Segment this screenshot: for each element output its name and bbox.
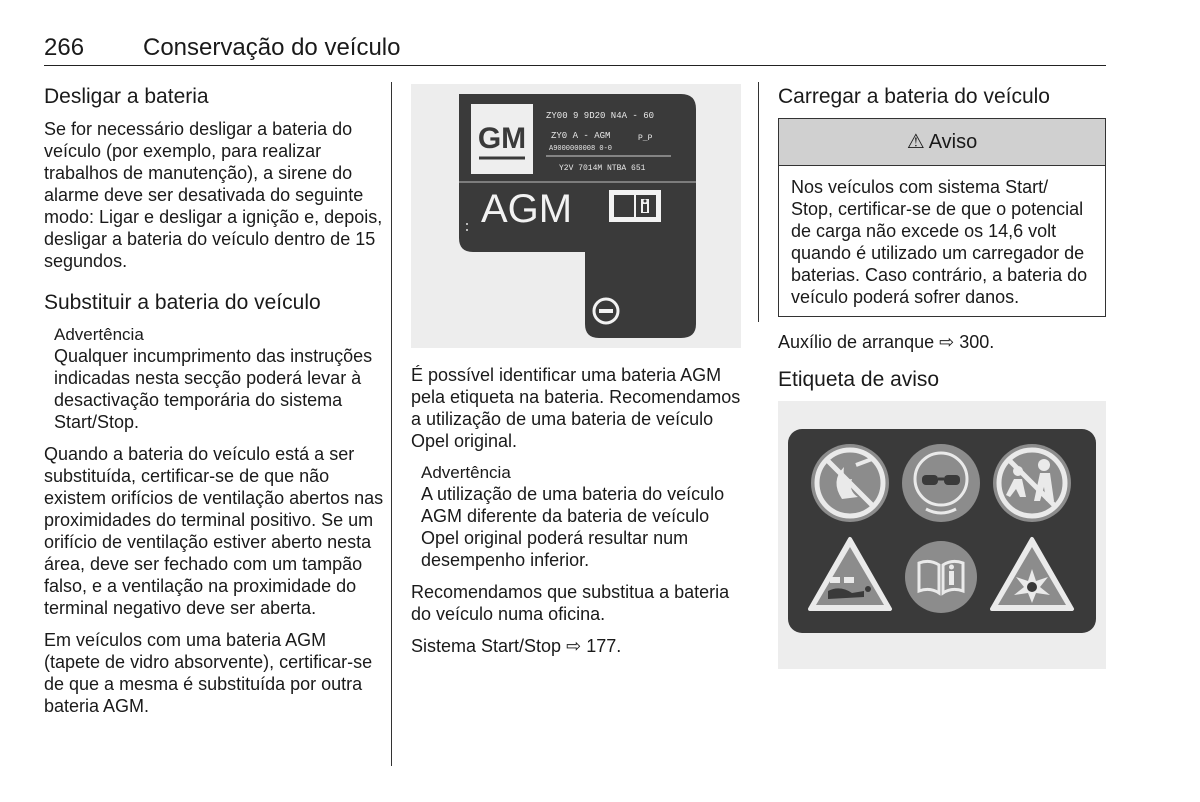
column-2 (411, 84, 749, 667)
warning-text: A utilização de uma bateria do veículo AGM diferente da bateria de veículo Opel original poderá resultar num desempenho inferior. (421, 484, 725, 570)
column-divider (391, 82, 392, 766)
label-code-line: ZY00 9 9D20 N4A - 60 (546, 111, 655, 121)
section-heading-replace: Substituir a bateria do veículo (44, 291, 321, 314)
section-heading-charge: Carregar a bateria do veículo (778, 85, 1050, 108)
read-manual-icon (905, 541, 977, 613)
paragraph-identify: É possível identificar uma bateria AGM pela etiqueta na bateria. Recomendamos a utilização de uma bateria de veículo Opel original. (411, 365, 741, 451)
warning-block (44, 324, 384, 433)
no-fire-icon (811, 444, 889, 522)
agm-label-figure (411, 84, 741, 348)
warning-triangle-icon: ⚠ (906, 131, 925, 153)
section-heading-disconnect: Desligar a bateria (44, 85, 209, 108)
agm-battery-label (411, 84, 741, 348)
header-rule (44, 65, 1106, 66)
column-3 (778, 84, 1106, 669)
eye-protection-icon (902, 444, 980, 522)
section-heading-warning-label: Etiqueta de aviso (778, 368, 940, 391)
xref-text: Sistema Start/Stop (411, 636, 562, 656)
column-divider (758, 82, 759, 322)
paragraph-replace: Quando a bateria do veículo está a ser substituída, certificar-se de que não existem orifícios de ventilação abertos nas proximidades do terminal positivo. Se um orifício de ventilação estiver aberto nesta área, deve ser fechado com um tampão falso, e a ventilação na proximidade do terminal negativo deve ser aberta. (44, 444, 384, 618)
agm-text: AGM (481, 187, 573, 231)
battery-warning-label (778, 401, 1106, 669)
warning-box-title: Aviso (928, 131, 978, 153)
label-code-line: ZY0 A - AGM (551, 131, 611, 141)
label-small-mark: P_P (638, 134, 653, 143)
paragraph-disconnect: Se for necessário desligar a bateria do veículo (por exemplo, para realizar trabalhos de manutenção), a sirene do alarme deve ser desativada do seguinte modo: Ligar e desligar a ignição e, depois, desligar a bateria do veículo dentro de 15 segundos. (44, 119, 383, 271)
label-code-line: Y2V 7014M NTBA 651 (559, 164, 646, 173)
page-number: 266 (44, 34, 85, 61)
paragraph-agm: Em veículos com uma bateria AGM (tapete de vidro absorvente), certificar-se de que a mesma é substituída por outra bateria AGM. (44, 630, 373, 716)
warning-box (778, 118, 1106, 317)
warning-label: Advertência (421, 463, 511, 482)
warning-block (411, 462, 749, 571)
xref-page: 177. (586, 636, 622, 656)
warning-box-header (779, 119, 1105, 166)
xref-page: 300. (959, 332, 995, 352)
chapter-title: Conservação do veículo (143, 34, 401, 61)
warning-label-figure (778, 401, 1106, 669)
xref-text: Auxílio de arranque (778, 332, 935, 352)
gm-logo: GM (477, 122, 527, 155)
warning-box-text: Nos veículos com sistema Start/ Stop, certificar-se de que o potencial de carga não excede os 14,6 volt quando é utilizado um carregador de baterias. Caso contrário, a bateria do veículo poderá sofrer danos. (791, 177, 1088, 307)
cross-reference-start-stop[interactable] (411, 635, 749, 657)
column-1 (44, 84, 384, 727)
label-code-line: A9000000008 0-0 (549, 145, 613, 153)
warning-text: Qualquer incumprimento das instruções indicadas nesta secção poderá levar à desactivação temporária do sistema Start/Stop. (54, 346, 373, 432)
warning-label: Advertência (54, 325, 144, 344)
arrow-right-icon: ⇨ (566, 636, 582, 656)
paragraph-workshop: Recomendamos que substitua a bateria do veículo numa oficina. (411, 582, 730, 624)
arrow-right-icon: ⇨ (939, 332, 955, 352)
book-info-icon (609, 190, 661, 222)
cross-reference-jump-start[interactable] (778, 331, 1106, 353)
keep-children-away-icon (993, 444, 1071, 522)
